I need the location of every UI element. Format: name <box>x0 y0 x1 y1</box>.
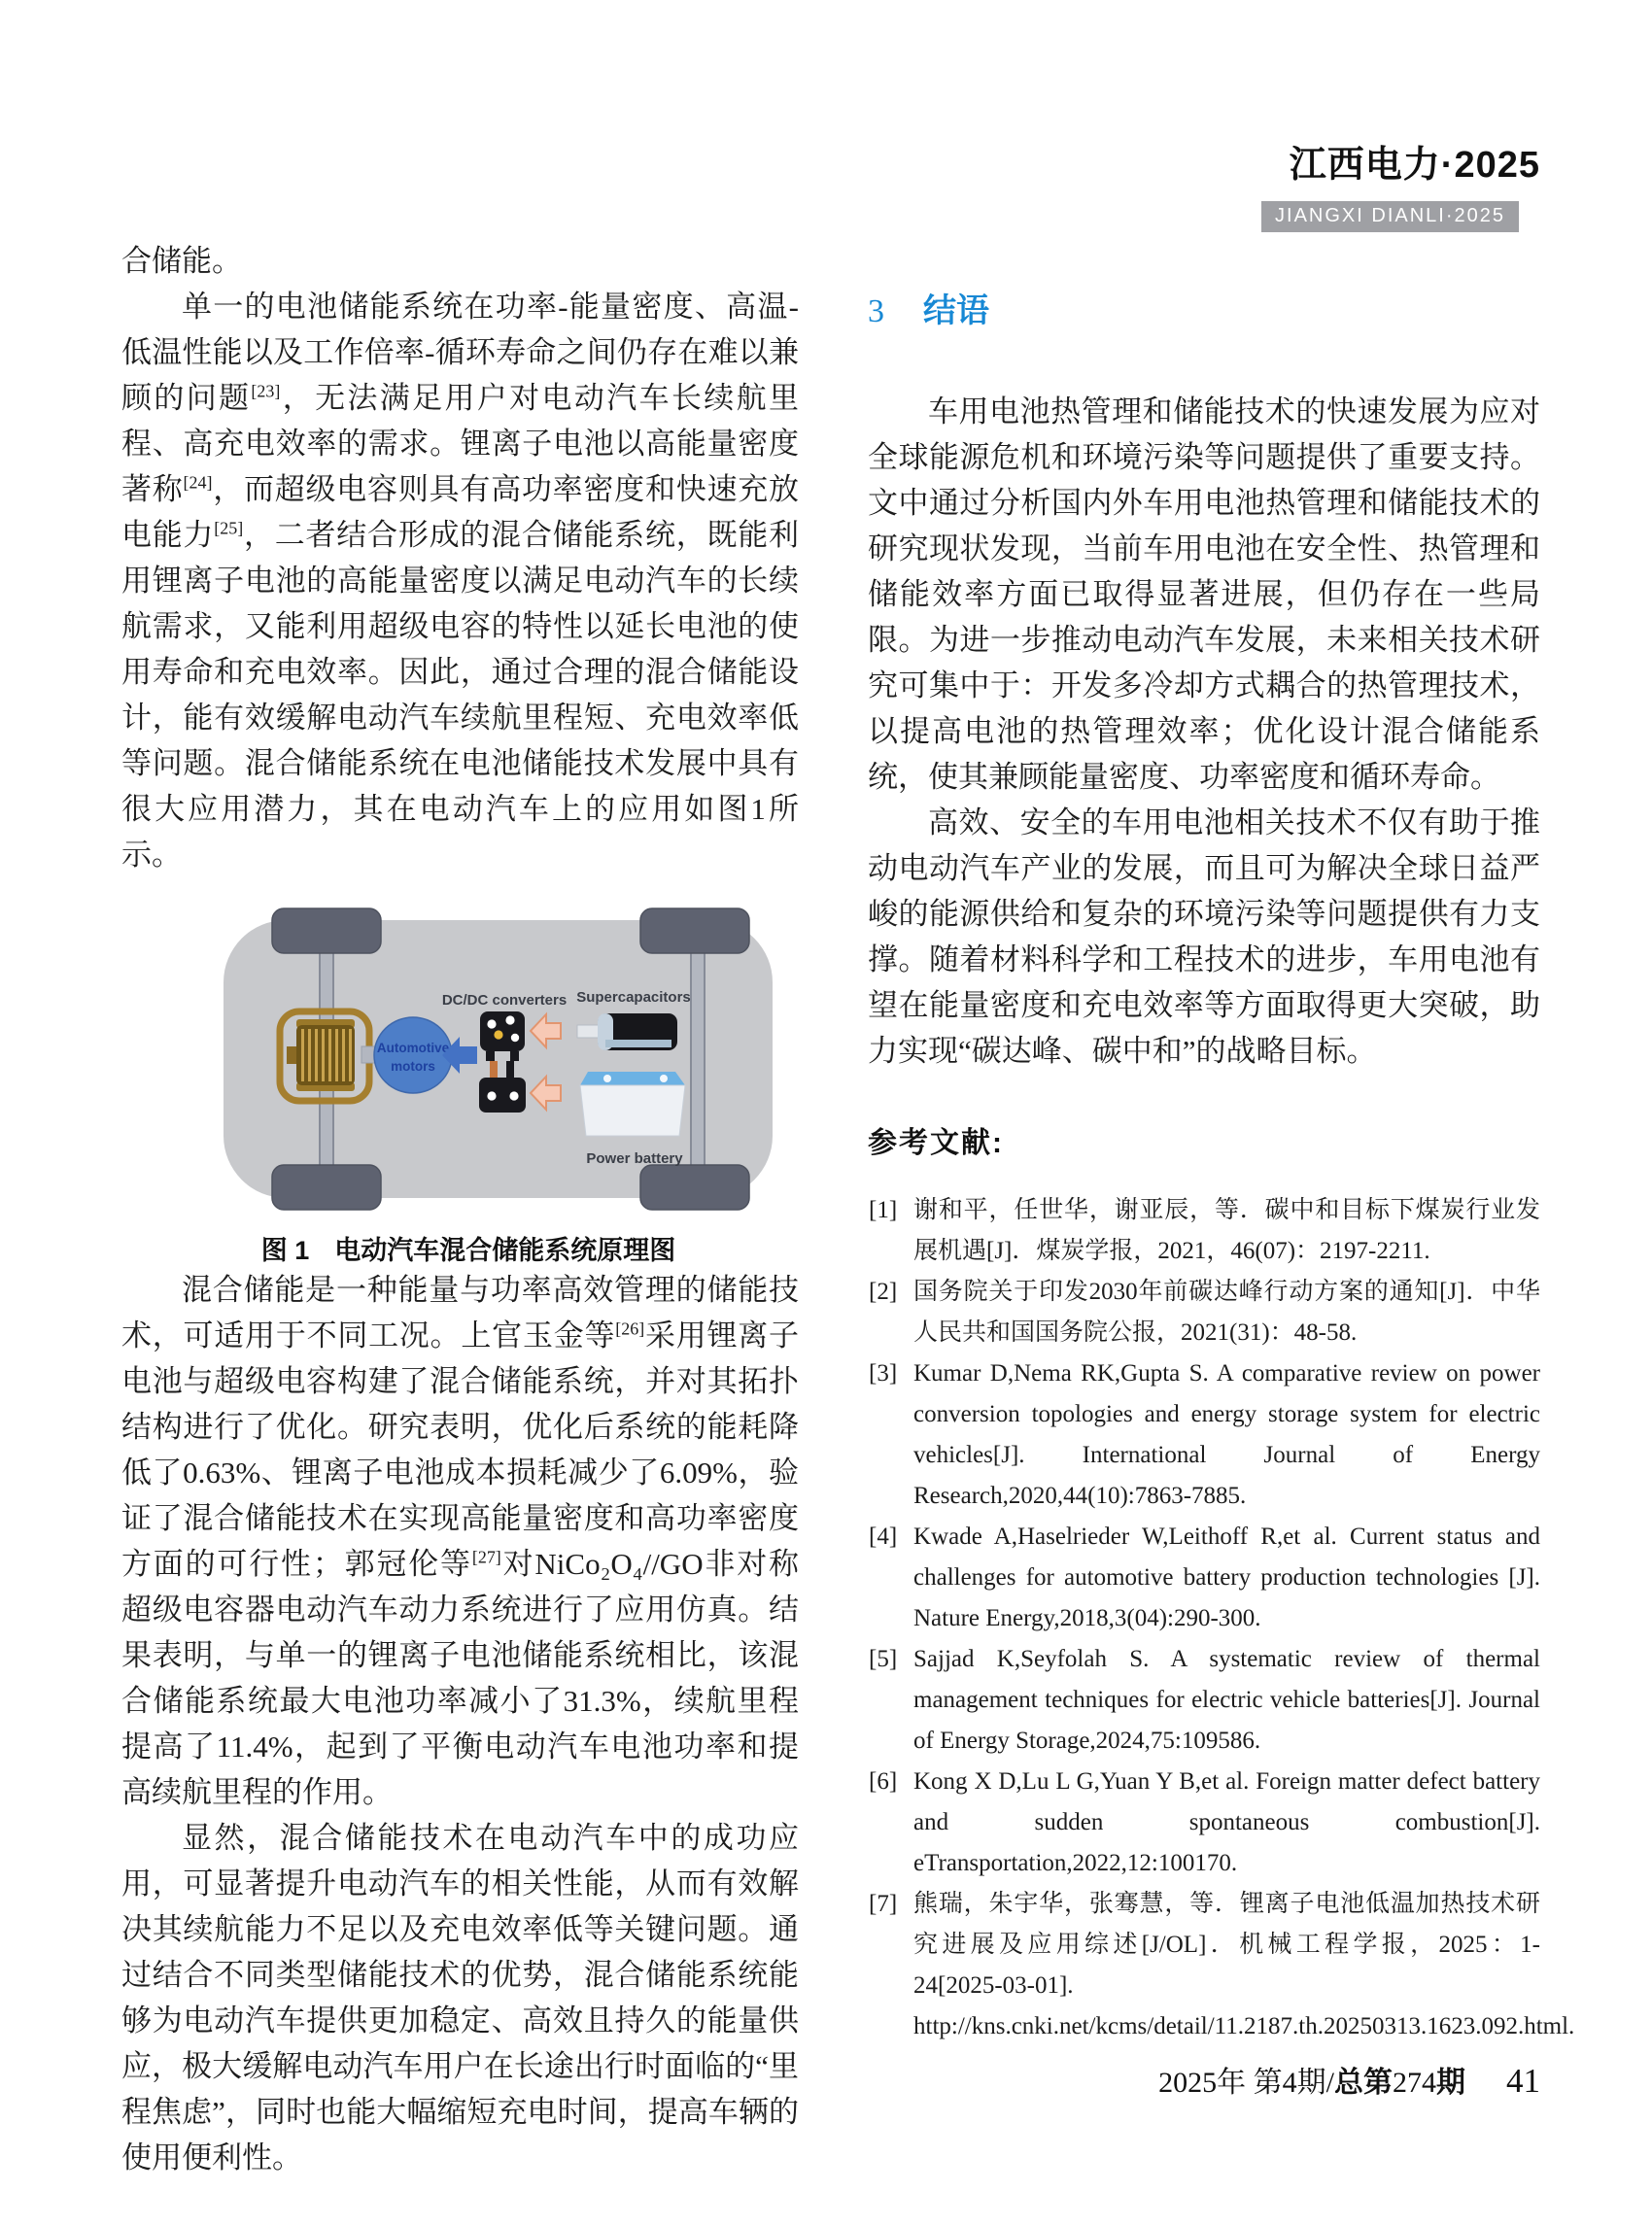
reference-number: [7] <box>869 1891 898 1917</box>
wheel-front-left <box>272 908 381 953</box>
reference-number: [3] <box>869 1360 898 1387</box>
dcdc-converters-label: DC/DC converters <box>441 992 568 1009</box>
section-title: 结语 <box>923 292 989 329</box>
reference-number: [4] <box>869 1524 898 1550</box>
reference-text: 国务院关于印发2030年前碳达峰行动方案的通知[J]．中华人民共和国国务院公报，2021(31)：48-58. <box>913 1279 1540 1346</box>
reference-number: [6] <box>869 1768 898 1795</box>
reference-text: 谢和平，任世华，谢亚辰，等．碳中和目标下煤炭行业发展机遇[J]．煤炭学报，2021，46(07)：2197-2211. <box>913 1197 1540 1264</box>
footer-volume-label-1: 总第 <box>1334 2067 1393 2099</box>
paragraph-left-3: 显然，混合储能技术在电动汽车中的成功应用，可显著提升电动汽车的相关性能，从而有效解决其续航能力不足以及充电效率低等关键问题。通过结合不同类型储能技术的优势，混合储能系统能够为电动汽车提供更加稳定、高效且持久的能量供应，极大缓解电动汽车用户在长途出行时面临的“里程焦虑”，同时也能大幅缩短充电时间，提高车辆的使用便利性。 <box>121 1821 799 2175</box>
reference-item <box>868 1190 1540 1272</box>
reference-number: [5] <box>869 1646 898 1672</box>
section-heading-conclusion <box>868 289 1540 334</box>
power-battery-label: Power battery <box>586 1150 683 1167</box>
footer-volume-number: 274 <box>1393 2067 1436 2099</box>
reference-item <box>868 1762 1540 1884</box>
figure-1-caption <box>143 1229 794 1267</box>
right-axle <box>691 930 705 1188</box>
right-column <box>868 238 1575 2047</box>
references-list <box>868 1190 1575 2047</box>
references-heading: 参考文献: <box>868 1127 1004 1159</box>
paragraph-continuation: 合储能。 <box>121 244 242 278</box>
figure-1-caption-text: 电动汽车混合储能系统原理图 <box>334 1236 676 1265</box>
ev-hybrid-storage-diagram <box>143 905 794 1214</box>
section-number: 3 <box>868 293 884 329</box>
reference-item <box>868 1272 1540 1353</box>
reference-item <box>868 1639 1540 1762</box>
wheel-rear-left <box>272 1165 381 1210</box>
automotive-motors-ellipse <box>374 1017 452 1093</box>
page-number: 41 <box>1506 2062 1540 2100</box>
power-battery-icon <box>580 1072 685 1136</box>
left-column <box>121 238 799 2180</box>
paragraph-left-2: 混合储能是一种能量与功率高效管理的储能技术，可适用于不同工况。上官玉金等[26]采用锂离子电池与超级电容构建了混合储能系统，并对其拓扑结构进行了优化。研究表明，优化后系统的能耗降低了0.63%、锂离子电池成本损耗减少了6.09%，验证了混合储能技术在实现高能量密度和高功率密度方面的可行性；郭冠伦等[27]对NiCo₂O₄//GO非对称超级电容器电动汽车动力系统进行了应用仿真。结果表明，与单一的锂离子电池储能系统相比，该混合储能系统最大电池功率减小了31.3%，续航里程提高了11.4%，起到了平衡电动汽车电池功率和提高续航里程的作用。 <box>121 1273 800 1809</box>
reference-item <box>868 1353 1540 1517</box>
reference-text: Sajjad K,Seyfolah S. A systematic review of thermal management techniques for electric vehicle batteries[J]. Journal of Energy Storage,2024,75:109586. <box>913 1646 1540 1754</box>
reference-text: Kong X D,Lu L G,Yuan Y B,et al. Foreign matter defect battery and sudden spontaneous combustion[J]. eTransportation,2022,12:100170. <box>913 1768 1540 1876</box>
paragraph-right-2: 高效、安全的车用电池相关技术不仅有助于推动电动汽车产业的发展，而且可为解决全球日益严峻的能源供给和复杂的环境污染等问题提供有力支撑。随着材料科学和工程技术的进步，车用电池有望在能量密度和充电效率等方面取得更大突破，助力实现“碳达峰、碳中和”的战略目标。 <box>868 805 1540 1068</box>
reference-number: [1] <box>869 1197 898 1223</box>
figure-1-canvas <box>143 905 794 1214</box>
reference-text: Kwade A,Haselrieder W,Leithoff R,et al. Current status and challenges for automotive battery production technologies [J]. Nature Energy,2018,3(04):290-300. <box>913 1524 1540 1631</box>
wheel-front-right <box>640 908 749 953</box>
automotive-motors-label-1: Automotive <box>376 1041 450 1055</box>
supercapacitors-label: Supercapacitors <box>576 989 691 1006</box>
reference-text: Kumar D,Nema RK,Gupta S. A comparative review on power conversion topologies and energy storage system for electric vehicles[J]. International Journal of Energy Research,2020,44(10):7863-7885. <box>913 1360 1540 1509</box>
reference-number: [2] <box>869 1279 898 1305</box>
wheel-rear-right <box>640 1165 749 1210</box>
journal-title-en: JIANGXI DIANLI·2025 <box>1261 201 1519 232</box>
page-footer <box>1158 2058 1540 2101</box>
motor-icon <box>287 1019 355 1091</box>
journal-title-cn: 江西电力·2025 <box>1289 145 1540 186</box>
paragraph-right-1: 车用电池热管理和储能技术的快速发展为应对全球能源危机和环境污染等问题提供了重要支持。文中通过分析国内外车用电池热管理和储能技术的研究现状发现，当前车用电池在安全性、热管理和储能效率方面已取得显著进展，但仍存在一些局限。为进一步推动电动汽车发展，未来相关技术研究可集中于：开发多冷却方式耦合的热管理技术，以提高电池的热管理效率；优化设计混合储能系统，使其兼顾能量密度、功率密度和循环寿命。 <box>868 394 1540 794</box>
automotive-motors-label-2: motors <box>391 1059 435 1074</box>
reference-text: 熊瑞，朱宇华，张骞慧，等．锂离子电池低温加热技术研究进展及应用综述[J/OL]．机械工程学报，2025：1-24[2025-03-01]. http://kns.cnki.net/kcms/detail/11.2187.th.20250313.1623.092.html. <box>913 1891 1575 2039</box>
reference-item <box>868 1884 1575 2047</box>
reference-item <box>868 1517 1540 1639</box>
figure-1-caption-label: 图 1 <box>260 1236 310 1265</box>
paragraph-left-1: 单一的电池储能系统在功率-能量密度、高温-低温性能以及工作倍率-循环寿命之间仍存在难以兼顾的问题[23]，无法满足用户对电动汽车长续航里程、高充电效率的需求。锂离子电池以高能量密度著称[24]，而超级电容则具有高功率密度和快速充放电能力[25]，二者结合形成的混合储能系统，既能利用锂离子电池的高能量密度以满足电动汽车的长续航需求，又能利用超级电容的特性以延长电池的使用寿命和充电效率。因此，通过合理的混合储能设计，能有效缓解电动汽车续航里程短、充电效率低等问题。混合储能系统在电池储能技术发展中具有很大应用潜力，其在电动汽车上的应用如图1所示。 <box>121 290 800 872</box>
footer-issue-prefix: 2025年 第4期/ <box>1158 2067 1334 2099</box>
footer-volume-label-2: 期 <box>1436 2067 1465 2099</box>
figure-1 <box>143 905 794 1267</box>
